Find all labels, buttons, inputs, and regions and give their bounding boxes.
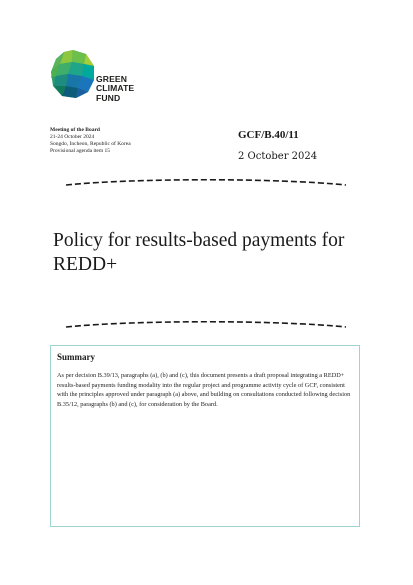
document-title: Policy for results-based payments for REDD+ [53,230,345,275]
bottom-divider-wave [66,318,346,332]
meeting-info [50,127,131,155]
gcf-logo [50,48,150,108]
logo-line-green: GREEN [96,74,128,84]
agenda-item: Provisional agenda item 15 [50,148,111,154]
meeting-dates: 21-24 October 2024 [50,134,95,140]
summary-body: As per decision B.39/13, paragraphs (a), (b) and (c), this document presents a draft proposal integrating a REDD+ results-based payments funding modality into the regular project and programme activity cycle of GCF, consistent with the principles approved under paragraph (a) above, and building on consultations conducted following decision B.35/12, paragraphs (b) and (c), for consideration by the Board. [57,372,351,408]
meeting-title: Meeting of the Board [50,127,100,133]
document-date: 2 October 2024 [238,151,318,162]
logo-line-fund: FUND [96,92,121,103]
document-number: GCF/B.40/11 [238,129,299,141]
logo-line-climate: CLIMATE [96,83,135,94]
logo-wordmark [96,75,134,103]
meeting-location: Songdo, Incheon, Republic of Korea [50,141,131,147]
summary-heading: Summary [57,352,95,362]
summary-box [50,345,360,527]
globe-icon [50,48,96,100]
top-divider-wave [66,176,346,190]
